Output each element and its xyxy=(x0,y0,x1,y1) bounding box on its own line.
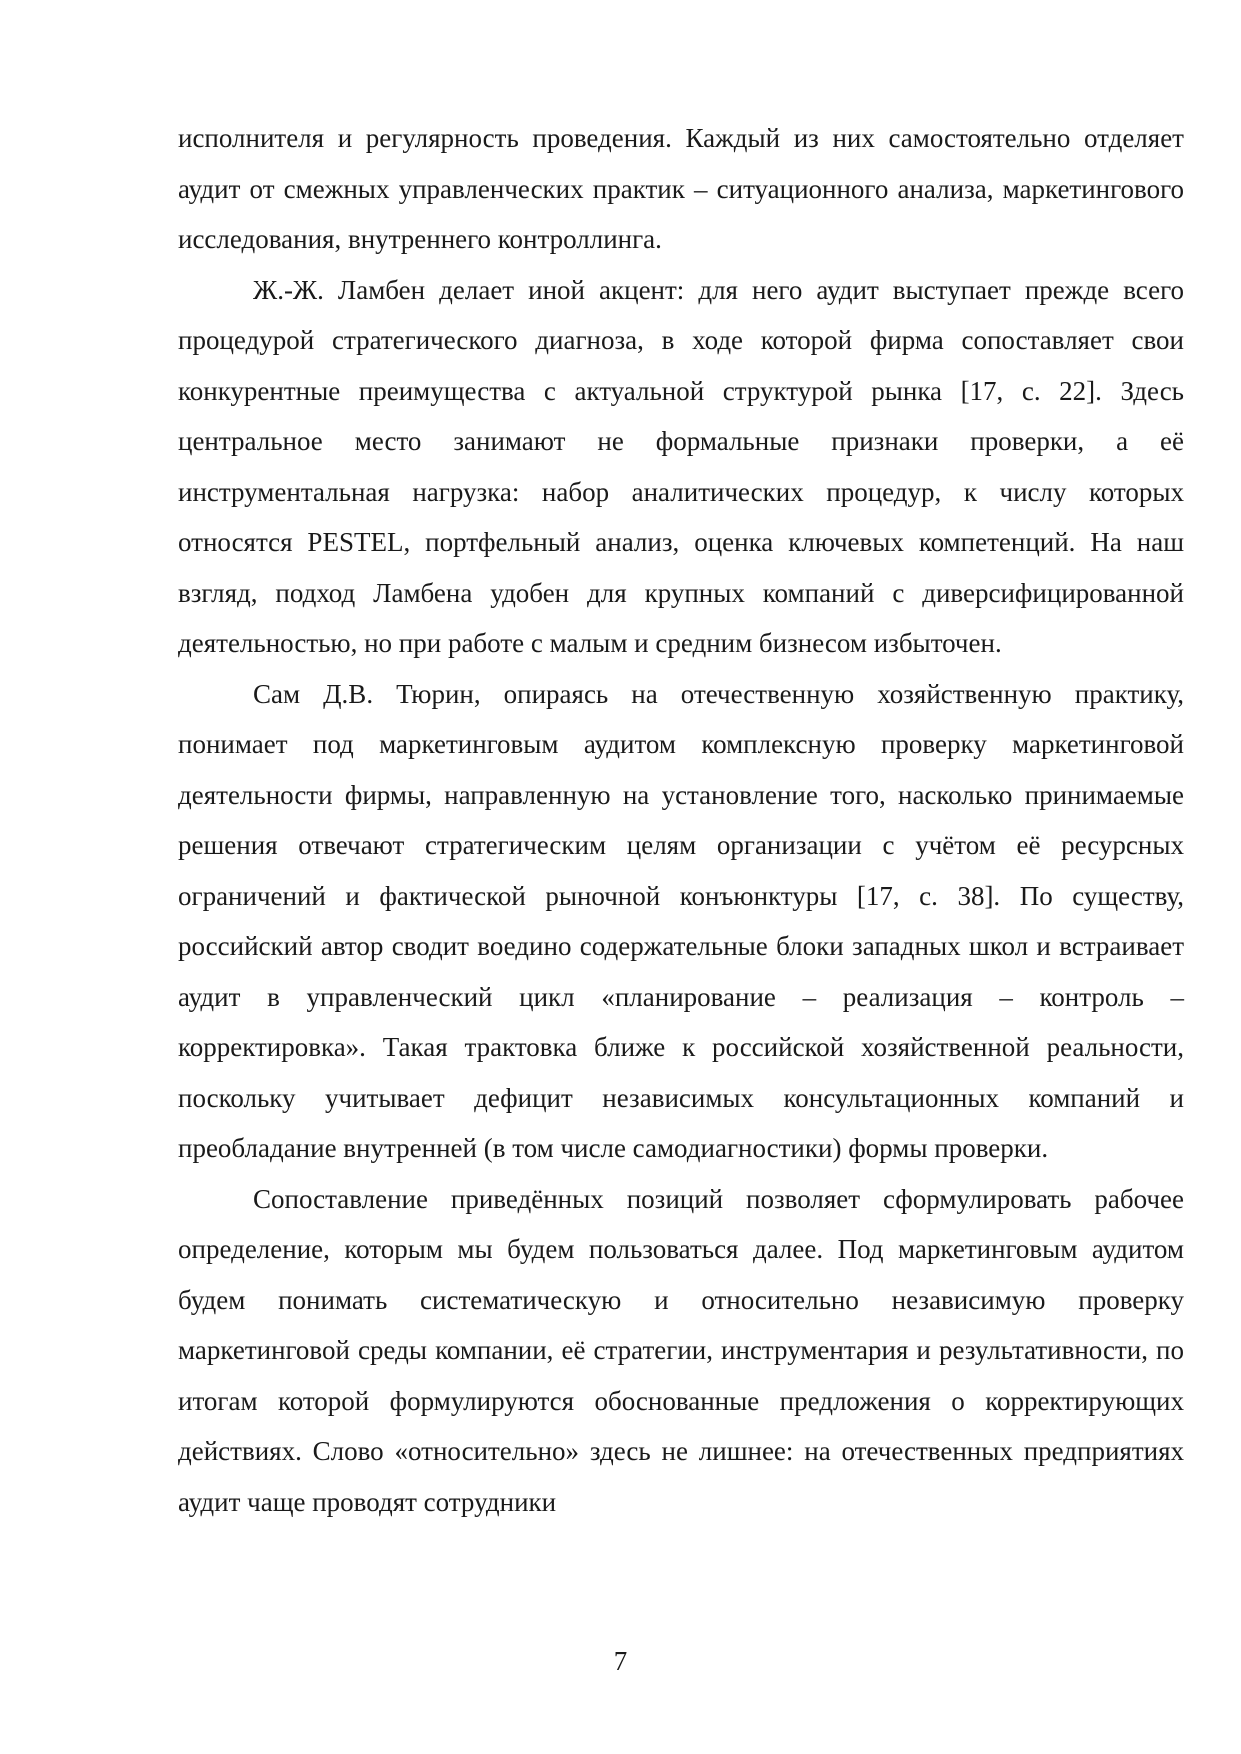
paragraph-3: Сам Д.В. Тюрин, опираясь на отечественную хозяйственную практику, понимает под маркетинговым аудитом комплексную проверку маркетинговой деятельности фирмы, направленную на установление того, насколько принимаемые решения отвечают стратегическим целям организации с учётом её ресурсных ограничений и фактической рыночной конъюнктуры [17, с. 38]. По существу, российский автор сводит воедино содержательные блоки западных школ и встраивает аудит в управленческий цикл «планирование – реализация – контроль – корректировка». Такая трактовка ближе к российской хозяйственной реальности, поскольку учитывает дефицит независимых консультационных компаний и преобладание внутренней (в том числе самодиагностики) формы проверки. xyxy=(178,678,1184,1163)
paragraph-4: Сопоставление приведённых позиций позволяет сформулировать рабочее определение, которым мы будем пользоваться далее. Под маркетинговым аудитом будем понимать систематическую и относительно независимую проверку маркетинговой среды компании, её стратегии, инструментария и результативности, по итогам которой формулируются обоснованные предложения о корректирующих действиях. Слово «относительно» здесь не лишнее: на отечественных предприятиях аудит чаще проводят сотрудники xyxy=(178,1183,1184,1517)
paragraph-2: Ж.-Ж. Ламбен делает иной акцент: для него аудит выступает прежде всего процедурой стратегического диагноза, в ходе которой фирма сопоставляет свои конкурентные преимущества с актуальной структурой рынка [17, с. 22]. Здесь центральное место занимают не формальные признаки проверки, а её инструментальная нагрузка: набор аналитических процедур, к числу которых относятся PESTEL, портфельный анализ, оценка ключевых компетенций. На наш взгляд, подход Ламбена удобен для крупных компаний с диверсифицированной деятельностью, но при работе с малым и средним бизнесом избыточен. xyxy=(178,274,1184,658)
document-body xyxy=(178,113,1184,1527)
page-number: 7 xyxy=(613,1646,628,1676)
paragraph-1: исполнителя и регулярность проведения. Каждый из них самостоятельно отделяет аудит от смежных управленческих практик – ситуационного анализа, маркетингового исследования, внутреннего контроллинга. xyxy=(178,123,1184,254)
